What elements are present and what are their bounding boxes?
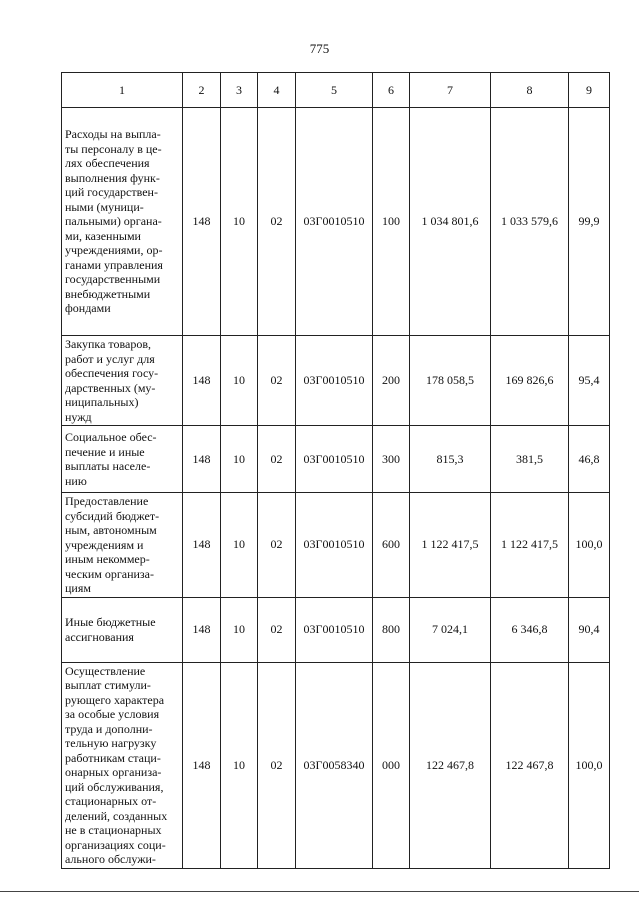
- row-cell-c9: 100,0: [569, 493, 610, 598]
- row-cell-c7: 122 467,8: [410, 662, 491, 868]
- page-bottom-rule: [0, 891, 639, 892]
- row-cell-c6: 300: [373, 426, 410, 493]
- row-cell-c7: 815,3: [410, 426, 491, 493]
- row-cell-c8: 169 826,6: [491, 336, 569, 426]
- row-cell-c4: 02: [258, 662, 296, 868]
- table-row: [62, 426, 610, 493]
- budget-table: [61, 72, 610, 869]
- row-cell-c3: 10: [221, 597, 258, 662]
- column-header: 2: [183, 73, 221, 108]
- row-description: Социальное обес- печение и иные выплаты населе- нию: [62, 426, 183, 493]
- page-number: 775: [309, 41, 330, 56]
- row-cell-c2: 148: [183, 426, 221, 493]
- row-description: Предоставление субсидий бюджет- ным, автономным учреждениям и иным некоммер- ческим организа- циям: [62, 493, 183, 598]
- table-row: [62, 662, 610, 868]
- table-row: [62, 336, 610, 426]
- row-cell-c3: 10: [221, 426, 258, 493]
- row-cell-c7: 178 058,5: [410, 336, 491, 426]
- row-cell-c5: 03Г0010510: [296, 597, 373, 662]
- row-cell-c6: 100: [373, 108, 410, 336]
- row-cell-c6: 200: [373, 336, 410, 426]
- row-cell-c7: 7 024,1: [410, 597, 491, 662]
- column-header: 6: [373, 73, 410, 108]
- row-cell-c6: 000: [373, 662, 410, 868]
- table-row: [62, 108, 610, 336]
- row-cell-c8: 6 346,8: [491, 597, 569, 662]
- row-cell-c6: 600: [373, 493, 410, 598]
- table-row: [62, 597, 610, 662]
- row-cell-c4: 02: [258, 108, 296, 336]
- row-cell-c8: 122 467,8: [491, 662, 569, 868]
- row-cell-c3: 10: [221, 493, 258, 598]
- row-cell-c5: 03Г0010510: [296, 336, 373, 426]
- row-description: Иные бюджетные ассигнования: [62, 597, 183, 662]
- row-cell-c3: 10: [221, 336, 258, 426]
- table-header-row: [62, 73, 610, 108]
- column-header: 5: [296, 73, 373, 108]
- row-cell-c5: 03Г0010510: [296, 108, 373, 336]
- row-description: Расходы на выпла- ты персоналу в це- лях обеспечения выполнения функ- ций государствен- ными (муници- пальными) органа- ми, казенными учреждениями, ор- ганами управления государственными внебюджетными фондами: [62, 108, 183, 336]
- row-cell-c9: 90,4: [569, 597, 610, 662]
- row-cell-c5: 03Г0010510: [296, 426, 373, 493]
- row-cell-c6: 800: [373, 597, 410, 662]
- row-cell-c4: 02: [258, 426, 296, 493]
- row-cell-c9: 100,0: [569, 662, 610, 868]
- row-cell-c9: 99,9: [569, 108, 610, 336]
- row-cell-c2: 148: [183, 493, 221, 598]
- row-cell-c5: 03Г0010510: [296, 493, 373, 598]
- row-cell-c5: 03Г0058340: [296, 662, 373, 868]
- column-header: 4: [258, 73, 296, 108]
- row-cell-c8: 1 033 579,6: [491, 108, 569, 336]
- row-cell-c2: 148: [183, 336, 221, 426]
- row-cell-c9: 95,4: [569, 336, 610, 426]
- table-row: [62, 493, 610, 598]
- column-header: 8: [491, 73, 569, 108]
- row-cell-c2: 148: [183, 662, 221, 868]
- row-cell-c8: 381,5: [491, 426, 569, 493]
- column-header: 9: [569, 73, 610, 108]
- row-cell-c4: 02: [258, 597, 296, 662]
- row-cell-c3: 10: [221, 108, 258, 336]
- row-cell-c7: 1 122 417,5: [410, 493, 491, 598]
- row-cell-c9: 46,8: [569, 426, 610, 493]
- row-cell-c7: 1 034 801,6: [410, 108, 491, 336]
- row-cell-c3: 10: [221, 662, 258, 868]
- row-cell-c4: 02: [258, 493, 296, 598]
- row-cell-c2: 148: [183, 108, 221, 336]
- column-header: 1: [62, 73, 183, 108]
- row-description: Закупка товаров, работ и услуг для обеспечения госу- дарственных (му- ниципальных) нужд: [62, 336, 183, 426]
- row-description: Осуществление выплат стимули- рующего характера за особые условия труда и дополни- тельную нагрузку работникам стаци- онарных организа- ций обслуживания, стационарных от- делений, созданных не в стационарных организациях соци- ального обслужи-: [62, 662, 183, 868]
- row-cell-c4: 02: [258, 336, 296, 426]
- column-header: 3: [221, 73, 258, 108]
- column-header: 7: [410, 73, 491, 108]
- row-cell-c8: 1 122 417,5: [491, 493, 569, 598]
- row-cell-c2: 148: [183, 597, 221, 662]
